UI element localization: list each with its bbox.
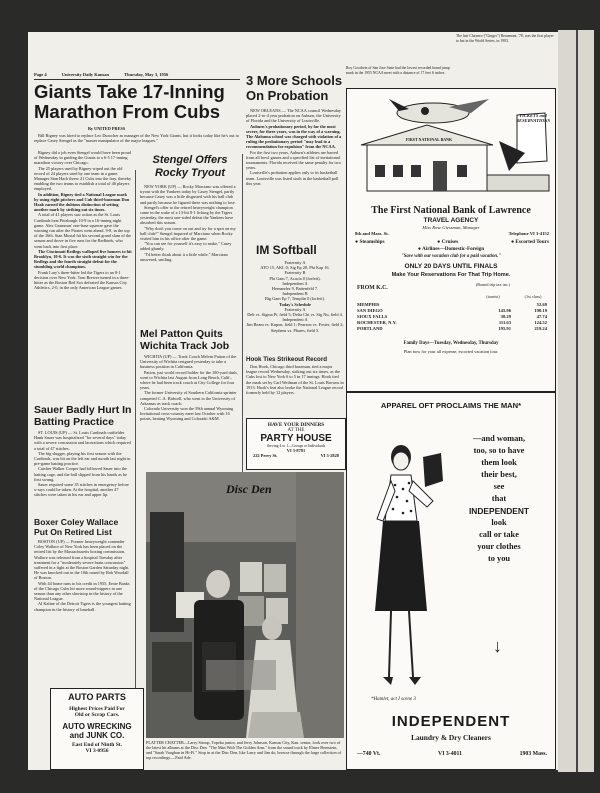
result-line: Independent A	[282, 280, 308, 286]
bank-family-days: Family Days—Tuesday, Wednesday, Thursday	[403, 341, 499, 346]
ad-auto-parts	[50, 688, 144, 770]
ad-phone: VI 3-8781	[286, 448, 306, 453]
paragraph: Sauer required some 35 stitches in emergency before x-rays could be taken. At the hospital, another 47 stitches were taken in his ear and upper lip.	[34, 482, 129, 498]
article-patton	[140, 354, 240, 422]
result-line: Hernandez 9, Battenfeld 7.	[271, 286, 319, 292]
independent-footer	[357, 751, 547, 757]
paragraph: The former University of Southern California sprinter competed C. A. Bidwell, who went to the University of Arkansas as track coach.	[140, 390, 237, 406]
ad-phone: VI 3-0956	[85, 748, 109, 754]
newspaper-page	[28, 32, 558, 770]
ad-line: HAVE YOUR DINNERS	[267, 422, 325, 428]
adjacent-page-edge	[558, 30, 594, 772]
fare-tourist: 111.63	[498, 320, 511, 325]
fare-first: 52.69	[536, 302, 547, 307]
result-line: Today's Schedule	[279, 301, 311, 307]
result-line: Delt vs. Sigma Pi, field 5; Delta Chi vs. Sig Nu, field 4.	[247, 312, 343, 318]
service-label: Airlines—Domestic-Foreign	[422, 246, 485, 252]
ad-company: and JUNK CO.	[69, 731, 125, 740]
article-stengel	[140, 184, 240, 262]
result-line: Independent A	[282, 317, 308, 323]
result-line: Big Gam Ep 7, Templin 0 (forfeit).	[264, 296, 325, 302]
paragraph: "Why don't you come on out and try for a spot on my ball club?" Stengel inquired of Marciano when Rocky visited him in his office after the game.	[140, 225, 236, 242]
bank-address: 8th and Mass. St.	[355, 231, 389, 236]
byline: By UNITED PRESS	[88, 126, 126, 131]
headline-stengel: Stengel Offers Rocky Tryout	[152, 154, 228, 179]
paragraph: In addition, Rigney tied a National League mark by using eight pitchers and Cub third-baseman Don Hoak earned the dubious distinction of setting another mark by striking out six times.	[34, 191, 130, 213]
bank-services-row	[355, 239, 549, 245]
fare-head-roundtrip: (Round trip tax inc.)	[475, 282, 511, 287]
paragraph: "I'd better think about it a little while," Marciano answered, smiling.	[140, 251, 228, 262]
apparel-headline: APPAREL OFT PROCLAIMS THE MAN*	[380, 401, 522, 410]
paragraph: Stengel's offer to the retired heavyweight champion came in the wake of a 13-hit 8-1 licking by the Tigers yesterday, the most one-sided defeat the Yankees have absorbed this season.	[140, 204, 234, 226]
article-probation	[246, 108, 344, 186]
headline-softball: IM Softball	[256, 243, 317, 257]
paragraph: Rigney did a job even Stengel would have been proud of Wednesday in guiding the Giants to a 6-5 17-inning marathon victory over Chicago.	[34, 150, 131, 166]
bank-ad-manager: Miss Rose Giessman, Manager	[422, 225, 480, 230]
paragraph: The big slugger, playing his first season with the Cardinals, was hit on the left ear and mouth last night in pre-game batting practice.	[34, 450, 131, 467]
service-label: Cruises	[441, 239, 459, 245]
headline-probation: 3 More Schools On Probation	[246, 73, 343, 103]
ad-phone: VI 3-2828	[320, 453, 339, 458]
paragraph: A total of 41 players saw action as the St. Louis Cardinals beat Pittsburgh 10-9 in a 16-inning night game. Alex Grammas' one-base squeeze gave the winning run after the Pirates went ahead, 9-8, in the top of the 16th. Stan Musial hit his second grand slam of the season and drove in five runs for the Redbirds, who went back into first place.	[34, 212, 132, 249]
service: ● Cruises	[437, 239, 459, 245]
paragraph: For the first two years, Auburn's athletes are barred from all bowl games and a specified list of invitational tournaments. Florida received the same penalty for two years.	[246, 149, 341, 171]
bank-contact-row	[355, 231, 549, 236]
paper-name: University Daily Kansan	[61, 72, 110, 77]
independent-sub: Laundry & Dry Cleaners	[411, 733, 491, 742]
paragraph: NEW ORLEANS — The NCAA council Wednesday placed 2-to-4 year probation on Auburn, the University of Florida and the University of Louisville.	[246, 108, 342, 124]
ad-address: 222 Perry St.	[253, 453, 278, 458]
bank-phone: Telephone VI 3-4152	[508, 231, 549, 236]
ad-name: PARTY HOUSE	[260, 433, 332, 444]
fare-first: 190.19	[534, 308, 547, 313]
ad-party-house	[246, 418, 346, 470]
disc-den-photo	[146, 472, 344, 738]
article-sauer	[34, 430, 132, 498]
paragraph: The Cincinnati Redlegs walloped five homers to hit Brooklyn, 10-6. It was the sixth straight win for the Redlegs and the fourth straight defeat for the stumbling world champions.	[34, 248, 132, 270]
bank-ad-title: The First National Bank of Lawrence	[371, 205, 531, 216]
copy-line: see	[493, 482, 505, 491]
service-label: Escorted Tours	[515, 239, 549, 245]
apparel-copy	[447, 433, 551, 565]
ad-line: Highest Prices Paid For	[69, 706, 125, 712]
paragraph: BOSTON (UP) — Former heavyweight contender Coley Wallace of New York has been placed on the retired list by the Massachusetts boxing commission. Wallace was released from a hospital Tuesday after treatment for a "moderately severe brain concussion" suffered in a fight at the Boston Garden Saturday night. He was knocked out in the 10th round by Bob Woodall of Boston.	[34, 539, 130, 581]
copy-line: their best,	[481, 470, 517, 479]
hamlet-quote: *Hamlet, act I scene 3	[371, 697, 416, 702]
fare-tourist: 38.29	[500, 314, 511, 319]
paragraph: NEW YORK (UP) — Rocky Marciano was offered a tryout with the Yankees today by Casey Stengel, partly because Casey was a little disgusted with his ball club and partly because he figured there was nothing to lose.	[140, 184, 236, 205]
fare-table	[357, 302, 547, 332]
copy-line: too, so to have	[473, 446, 525, 455]
copy-line: call or take	[479, 530, 519, 539]
headline-hook: Hook Ties Strikeout Record	[246, 356, 328, 363]
independent-phone: VI 3-4011	[438, 751, 463, 757]
independent-address-2: 1903 Mass.	[519, 751, 547, 757]
fare-city: PORTLAND	[357, 326, 383, 331]
tickets-sign: TICKETS and RESERVATIONS	[515, 113, 551, 123]
article-giants-col1	[34, 150, 132, 290]
page-date: Thursday, May 3, 1956	[124, 72, 169, 77]
paragraph: Auburn's probationary period, by far the most severe, for three years, was in the way of a warning. The Alabama school was charged with violation of a ruling the probationary period "may lead to a recommendation for expulsion" from the NCAA.	[246, 123, 342, 150]
paragraph: Catcher Walker Cooper had followed Sauer into the batting cage, and the ball slipped from his hands as he first swung.	[34, 466, 127, 482]
headline-giants: Giants Take 17-Inning Marathon From Cubs	[34, 81, 225, 122]
paragraph: Frank Lary's three-hitter led the Tigers to an 8-1 decision over New York. Tom Brewer turned in a three-hitter as the Boston Red Sox defeated the Kansas City Athletics, 2-0, in the only American League games.	[34, 269, 130, 291]
fare-city: SAN DIEGO	[357, 308, 383, 313]
bank-building-sign: FIRST NATIONAL BANK	[405, 137, 453, 142]
fare-city: MEMPHIS	[357, 302, 380, 307]
photo-illustration	[146, 472, 344, 738]
down-arrow-icon: ↓	[493, 636, 502, 656]
bank-ad-subtitle: TRAVEL AGENCY	[423, 217, 479, 224]
headline-wallace: Boxer Coley Wallace Put On Retired List	[34, 517, 119, 537]
service: ● Escorted Tours	[510, 239, 549, 245]
copy-line: them look	[481, 458, 517, 467]
copy-line: look	[491, 518, 507, 527]
paragraph: The 25 players used by Rigney wiped out the old record of 24 players used by one team in a game. Manager Stan Hack threw 21 Cubs into the fray, thereby enabling the two teams to establish a total of 46 players employed.	[34, 165, 132, 192]
service-label: Steamships	[359, 239, 385, 245]
paragraph: Patton, just world record holder for the 100-yard dash, went to Wichita last August from Long Beach, Calif., where he had been track coach at City College for four years.	[140, 369, 238, 391]
top-note-beaumont: The late Clarence ("Ginger") Beaumont, '78, was the first player to bat in the World Series, in 1903.	[456, 34, 554, 43]
paragraph: Bill Rigney was hired to replace Leo Durocher as manager of the New York Giants, but it looks today like he's out to replace Casey Stengel as the "master manipulator of the major leagues."	[34, 133, 240, 144]
paragraph: Al Kaline of the Detroit Tigers is the youngest batting champion in the history of baseball.	[34, 601, 131, 612]
fare-tourist: 145.96	[498, 308, 511, 313]
article-giants-lead	[34, 133, 240, 143]
article-wallace	[34, 539, 132, 612]
ad-company: AUTO WRECKING	[62, 722, 132, 731]
copy-line: that	[491, 494, 507, 503]
ad-line: Old or Scrap Cars.	[74, 712, 120, 718]
bank-plan: Plan now for your all expense, escorted vacation tour.	[403, 349, 499, 354]
top-note-goodwin: Roy Goodwin of San Jose State had the lowest recorded brand jump mark in the 1955 NCAA meet with a distance of 17 feet 6 inches.	[346, 66, 450, 75]
copy-line: your clothes	[477, 542, 521, 551]
paragraph: WICHITA (UP) — Track Coach Melvin Patton of the University of Wichita resigned yesterday to take a business position in California.	[140, 354, 237, 370]
result-line: Phi Gam 7, Acacia 0 (forfeit).	[269, 275, 321, 281]
fare-first: 219.24	[534, 326, 547, 331]
result-line: Independent B	[282, 291, 308, 297]
fare-head-tourist: (tourist)	[486, 294, 500, 299]
result-line: Fraternity A	[284, 260, 306, 265]
fare-table-from: FROM K.C.	[357, 285, 388, 291]
fare-head-first: (1st class)	[524, 294, 542, 299]
headline-sauer: Sauer Badly Hurt In Batting Practice	[34, 404, 132, 428]
ad-first-national-bank	[346, 88, 556, 392]
independent-address: —740 Vt.	[357, 751, 381, 757]
fare-city: SIOUX FALLS	[357, 314, 388, 319]
independent-name: INDEPENDENT	[391, 713, 511, 730]
paragraph: Colorado University won the 59th annual Wyoming Invitational cross-country meet last October with 16 points, beating Wyoming and Colorado A&M.	[140, 406, 234, 422]
ad-line: Serving 4 to 1—Groups or Individuals	[266, 444, 326, 448]
disc-den-sign: Disc Den	[226, 482, 272, 496]
article-hook	[246, 364, 344, 395]
fare-tourist: 195.91	[498, 326, 511, 331]
paragraph: Louisville's probation applies only to its basketball team. Louisville was listed sixth in the basketball poll this year.	[246, 170, 339, 186]
paragraph: With 44 home runs to his credit in 1955, Ernie Banks of the Chicago Cubs hit more round-trippers in one season than any other shortstop in the history of the National League.	[34, 580, 130, 602]
page-number: Page 4	[34, 72, 47, 77]
ad-title: AUTO PARTS	[68, 692, 126, 702]
fare-row	[357, 326, 547, 332]
copy-line: to you	[487, 554, 511, 563]
bank-save-slogan: "Save with our vacation club for a paid vacation."	[401, 254, 501, 259]
copy-line-brand: INDEPENDENT	[468, 506, 530, 516]
ad-address: East End of Ninth St.	[72, 742, 122, 748]
result-line: Fraternity B	[284, 270, 306, 276]
bank-days-until-finals: ONLY 20 DAYS UNTIL FINALS	[404, 263, 498, 270]
result-line: ATO 15, AKL 0; Sig Ep 28, Phi Kap 16.	[260, 265, 330, 271]
ad-line: AT THE	[287, 428, 305, 433]
paragraph: Don Hook, Chicago third baseman, tied a major league record Wednesday, striking out six times, as the Cubs lost to New York 6 to 5 in 17 innings. Hook tied the mark set by Carl Weilman of the St. Louis Browns in 1913. Hook's feat also broke the National League record formerly held by 12 players.	[246, 364, 344, 396]
book-icon	[419, 453, 445, 487]
result-line: Jim Beam vs. Kupon, field 1; Pearson vs. Foster, field 2; Stephens vs. Phares, field 3.	[246, 322, 344, 333]
paragraph: ST. LOUIS (UP) — St. Louis Cardinals outfielder Hank Sauer was hospitalized "for several days" today with a severe concussion and lacerations which required a total of 47 stitches.	[34, 430, 131, 451]
photo-caption: PLATTER CHATTER—Larry Stroup, Topeka junior, and Jerry Johnson, Kansas City, Kan. senior, look over two of the latest hit albums at the Disc Den. "The Man With The Golden Arm," from the sound track by Elmer Bernstein, and "Sarah Vaughan in Hi-Fi." Stop in at the Disc Den, like Larry and Jim do, browse through the large collection of top recordings.—Paid Adv.	[146, 740, 342, 760]
paragraph: "You can see for yourself it's easy to make," Casey added glumly.	[140, 241, 232, 252]
bank-ad-illustration	[349, 91, 553, 203]
bank-services-airlines: ● Airlines—Domestic-Foreign	[417, 246, 485, 252]
service: ● Steamships	[355, 239, 385, 245]
page-header	[34, 72, 240, 77]
fare-first: 47.74	[536, 314, 547, 319]
fare-city: ROCHESTER, N.Y.	[357, 320, 397, 325]
copy-line: —and woman,	[472, 434, 526, 443]
ad-independent-laundry	[346, 392, 556, 770]
result-line: Fraternity A	[284, 306, 306, 312]
fare-first: 124.52	[534, 320, 547, 325]
softball-results	[246, 260, 344, 333]
ad-footer	[247, 453, 345, 458]
bank-reserve: Make Your Reservations For That Trip Home.	[391, 272, 511, 278]
headline-patton: Mel Patton Quits Wichita Track Job	[140, 328, 230, 352]
